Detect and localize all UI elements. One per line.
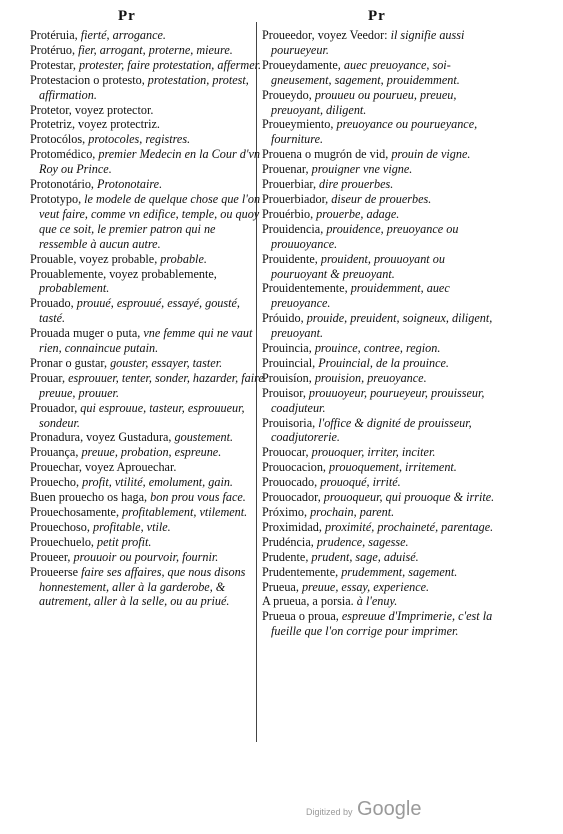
entry-headword: Protocólos, bbox=[30, 132, 86, 147]
entry-definition: protestation, protest, affirmation. bbox=[39, 72, 249, 102]
entry-headword: Prouable, voyez probable, bbox=[30, 251, 158, 266]
dictionary-entry bbox=[262, 177, 500, 192]
entry-headword: Proueydo, bbox=[262, 87, 312, 102]
entry-headword: Protetor, voyez protector. bbox=[30, 102, 154, 117]
entry-definition: protester, faire protestation, affermer. bbox=[75, 57, 262, 72]
entry-definition: prouuoir ou pourvoir, fournir. bbox=[70, 549, 219, 564]
dictionary-entry bbox=[30, 296, 266, 326]
entry-headword: Prouado, bbox=[30, 296, 74, 311]
dictionary-entry bbox=[30, 43, 266, 58]
entry-headword: Prouechosamente, bbox=[30, 505, 120, 519]
entry-definition: prouueu ou pourueu, preueu, preuoyant, diligent. bbox=[271, 87, 457, 117]
dictionary-entry bbox=[30, 117, 266, 132]
entry-headword: Prouador, bbox=[30, 400, 78, 415]
entry-definition: le modele de quelque chose que l'on veut faire, comme vn edifice, temple, ou quoy que ce soit, le premier patron qui ne ressemble à aucun autre. bbox=[39, 191, 261, 251]
entry-definition: à l'enuy. bbox=[353, 594, 398, 609]
entry-headword: Prouablemente, voyez probablemente, bbox=[30, 266, 217, 281]
right-running-head: Pr bbox=[368, 8, 386, 24]
dictionary-entry bbox=[30, 132, 266, 147]
dictionary-entry bbox=[30, 490, 266, 505]
entry-headword: Protéruo, bbox=[30, 42, 76, 57]
entry-definition: Prouincial, de la prouince. bbox=[315, 355, 449, 370]
dictionary-entry bbox=[262, 594, 500, 609]
entry-definition: l'office & dignité de prouisseur, coadjutorerie. bbox=[271, 415, 472, 445]
entry-headword: Prouança, bbox=[30, 445, 79, 460]
entry-headword: Protestacion o protesto, bbox=[30, 72, 145, 87]
entry-headword: Prudentemente, bbox=[262, 564, 339, 579]
entry-definition: prudemment, sagement. bbox=[338, 564, 458, 579]
watermark-logo: Google bbox=[356, 798, 422, 820]
dictionary-entry bbox=[262, 147, 500, 162]
dictionary-entry bbox=[30, 28, 266, 43]
entry-headword: Protonotário, bbox=[30, 177, 94, 192]
dictionary-entry bbox=[30, 550, 266, 565]
entry-headword: Prouecho, bbox=[30, 475, 80, 490]
dictionary-entry bbox=[262, 341, 500, 356]
entry-definition: prouerbe, adage. bbox=[313, 206, 400, 221]
entry-headword: Proueymiento, bbox=[262, 117, 334, 132]
watermark-small: Digitized by bbox=[306, 807, 353, 817]
left-column bbox=[30, 28, 266, 609]
dictionary-entry bbox=[30, 177, 266, 192]
watermark bbox=[306, 798, 421, 821]
entry-definition: preuoyance ou pourueyance, fourniture. bbox=[271, 117, 478, 147]
entry-headword: Prouincia, bbox=[262, 341, 312, 356]
dictionary-entry bbox=[262, 207, 500, 222]
entry-definition: goustement. bbox=[171, 430, 234, 445]
entry-definition: vne femme qui ne vaut rien, connaincue putain. bbox=[39, 326, 253, 356]
dictionary-entry bbox=[262, 416, 500, 446]
entry-headword: Prueua, bbox=[262, 579, 299, 594]
dictionary-entry bbox=[30, 103, 266, 118]
dictionary-entry bbox=[262, 192, 500, 207]
entry-definition: prouident, prouuoyant ou pouruoyant & preuoyant. bbox=[271, 251, 445, 281]
entry-definition: probable. bbox=[157, 251, 207, 266]
entry-definition: profitablement, vtilement. bbox=[119, 505, 248, 519]
entry-definition: probablement. bbox=[39, 281, 110, 296]
dictionary-entry bbox=[262, 475, 500, 490]
entry-definition: esprouuer, tenter, sonder, hazarder, faire preuue, prouuer. bbox=[39, 370, 264, 400]
dictionary-entry bbox=[30, 430, 266, 445]
dictionary-entry bbox=[262, 520, 500, 535]
dictionary-entry bbox=[30, 73, 266, 103]
entry-definition: prouince, contree, region. bbox=[311, 341, 441, 356]
entry-headword: Proueerse bbox=[30, 564, 79, 579]
entry-headword: Prouar, bbox=[30, 370, 66, 385]
dictionary-entry bbox=[30, 192, 266, 252]
entry-definition: prouoqué, irrité. bbox=[317, 475, 401, 490]
dictionary-entry bbox=[30, 58, 266, 73]
entry-definition: Protonotaire. bbox=[93, 177, 163, 192]
dictionary-entry bbox=[262, 460, 500, 475]
entry-definition: prouidence, preuoyance ou prouuoyance. bbox=[271, 221, 459, 251]
entry-headword: Prouerbiar, bbox=[262, 177, 316, 192]
entry-definition: prouuoyeur, pourueyeur, prouisseur, coadjuteur. bbox=[271, 385, 485, 415]
dictionary-entry bbox=[30, 326, 266, 356]
entry-definition: prochain, parent. bbox=[307, 505, 395, 519]
entry-definition: fierté, arrogance. bbox=[77, 28, 166, 42]
entry-definition: prouision, preuoyance. bbox=[311, 370, 427, 385]
entry-headword: Protestar, bbox=[30, 57, 76, 72]
dictionary-entry bbox=[262, 371, 500, 386]
entry-headword: Prouérbio, bbox=[262, 206, 314, 221]
entry-definition: bon prou vous face. bbox=[147, 490, 246, 505]
entry-definition: protocoles, registres. bbox=[85, 132, 191, 147]
dictionary-entry bbox=[262, 386, 500, 416]
left-running-head: Pr bbox=[118, 8, 136, 24]
entry-definition: profitable, vtile. bbox=[89, 519, 171, 534]
dictionary-entry bbox=[30, 535, 266, 550]
entry-headword: Próximo, bbox=[262, 505, 308, 519]
entry-headword: Protetriz, voyez protectriz. bbox=[30, 117, 160, 132]
dictionary-entry bbox=[262, 88, 500, 118]
dictionary-entry bbox=[262, 535, 500, 550]
entry-headword: Prouena o mugrón de vid, bbox=[262, 147, 389, 162]
entry-headword: Prototypo, bbox=[30, 191, 82, 206]
dictionary-entry bbox=[30, 520, 266, 535]
entry-headword: Prouocar, bbox=[262, 445, 309, 460]
entry-definition: gouster, essayer, taster. bbox=[107, 355, 223, 370]
entry-headword: Prouisíon, bbox=[262, 370, 312, 385]
dictionary-entry bbox=[30, 267, 266, 297]
entry-headword: Pronar o gustar, bbox=[30, 355, 108, 370]
dictionary-entry bbox=[262, 222, 500, 252]
entry-definition: prouigner vne vigne. bbox=[308, 162, 413, 177]
entry-definition: petit profit. bbox=[93, 534, 152, 549]
entry-definition: dire prouerbes. bbox=[316, 177, 394, 192]
entry-headword: Prouada muger o puta, bbox=[30, 326, 141, 341]
dictionary-entry bbox=[262, 281, 500, 311]
dictionary-entry bbox=[30, 505, 266, 520]
entry-headword: Prouidente, bbox=[262, 251, 318, 266]
dictionary-entry bbox=[30, 252, 266, 267]
entry-headword: Prouidentemente, bbox=[262, 281, 348, 296]
entry-definition: premier Medecin en la Cour d'vn Roy ou Prince. bbox=[39, 147, 260, 177]
dictionary-entry bbox=[262, 490, 500, 505]
dictionary-entry bbox=[262, 609, 500, 639]
entry-definition: espreuue d'Imprimerie, c'est la fueille que l'on corrige pour imprimer. bbox=[271, 609, 493, 639]
entry-headword: Protéruia, bbox=[30, 28, 78, 42]
entry-definition: faire ses affaires, que nous disons honnestement, aller à la garderobe, & autrement, aller à la selle, ou au priué. bbox=[39, 564, 246, 609]
dictionary-entry bbox=[262, 162, 500, 177]
dictionary-entry bbox=[30, 371, 266, 401]
dictionary-entry bbox=[262, 117, 500, 147]
entry-definition: prudence, sagesse. bbox=[313, 534, 409, 549]
dictionary-entry bbox=[262, 311, 500, 341]
entry-headword: Proueer, bbox=[30, 549, 71, 564]
dictionary-entry bbox=[262, 356, 500, 371]
entry-definition: qui esprouue, tasteur, esprouueur, sondeur. bbox=[39, 400, 245, 430]
entry-definition: prouoqueur, qui prouoque & irrite. bbox=[320, 490, 495, 505]
entry-headword: Prueua o proua, bbox=[262, 609, 339, 624]
dictionary-entry bbox=[262, 550, 500, 565]
entry-definition: prouin de vigne. bbox=[388, 147, 471, 162]
entry-headword: Prouocador, bbox=[262, 490, 321, 505]
dictionary-entry bbox=[262, 580, 500, 595]
dictionary-entry bbox=[262, 565, 500, 580]
entry-definition: prouide, preuident, soigneux, diligent, preuoyant. bbox=[271, 311, 493, 341]
entry-definition: il signifie aussi pourueyeur. bbox=[271, 28, 465, 57]
entry-headword: Prudéncia, bbox=[262, 534, 314, 549]
dictionary-entry bbox=[262, 505, 500, 520]
entry-headword: Prouisor, bbox=[262, 385, 306, 400]
entry-headword: Prouidencia, bbox=[262, 221, 324, 236]
dictionary-entry bbox=[262, 28, 500, 58]
entry-headword: A prueua, a porsia. bbox=[262, 594, 354, 609]
entry-headword: Prouechar, voyez Aprouechar. bbox=[30, 460, 177, 475]
entry-headword: Proximidad, bbox=[262, 519, 322, 534]
entry-definition: proximité, prochaineté, parentage. bbox=[321, 519, 494, 534]
entry-headword: Prouerbiador, bbox=[262, 191, 329, 206]
dictionary-entry bbox=[30, 401, 266, 431]
dictionary-entry bbox=[262, 58, 500, 88]
dictionary-entry bbox=[262, 445, 500, 460]
entry-definition: preuue, probation, espreune. bbox=[78, 445, 222, 460]
right-column bbox=[262, 28, 500, 639]
dictionary-entry bbox=[30, 147, 266, 177]
entry-definition: prouoquement, irritement. bbox=[325, 460, 457, 475]
entry-headword: Próuido, bbox=[262, 311, 304, 326]
entry-headword: Prouincial, bbox=[262, 355, 316, 370]
entry-definition: fier, arrogant, proterne, mieure. bbox=[75, 42, 233, 57]
dictionary-entry bbox=[30, 475, 266, 490]
entry-headword: Prouocado, bbox=[262, 475, 318, 490]
entry-headword: Protomédico, bbox=[30, 147, 96, 162]
dictionary-entry bbox=[30, 460, 266, 475]
entry-headword: Proueedor, voyez Veedor: bbox=[262, 28, 388, 42]
entry-headword: Prouechuelo, bbox=[30, 534, 94, 549]
entry-definition: auec preuoyance, soigneusement, sagement, prouidemment. bbox=[271, 57, 460, 87]
entry-headword: Prouenar, bbox=[262, 162, 309, 177]
entry-definition: prudent, sage, aduisé. bbox=[308, 549, 419, 564]
entry-headword: Pronadura, voyez Gustadura, bbox=[30, 430, 172, 445]
entry-definition: profit, vtilité, emolument, gain. bbox=[79, 475, 233, 490]
dictionary-entry bbox=[262, 252, 500, 282]
dictionary-entry bbox=[30, 565, 266, 610]
entry-headword: Buen prouecho os haga, bbox=[30, 490, 148, 505]
entry-headword: Prouisoria, bbox=[262, 415, 316, 430]
entry-definition: prouoquer, irriter, inciter. bbox=[308, 445, 436, 460]
dictionary-entry bbox=[30, 445, 266, 460]
entry-headword: Proueydamente, bbox=[262, 57, 341, 72]
entry-definition: prouué, esprouué, essayé, gousté, tasté. bbox=[39, 296, 240, 326]
dictionary-entry bbox=[30, 356, 266, 371]
entry-headword: Prouocacion, bbox=[262, 460, 326, 475]
entry-definition: diseur de prouerbes. bbox=[328, 191, 432, 206]
entry-headword: Prudente, bbox=[262, 549, 309, 564]
entry-headword: Prouechoso, bbox=[30, 519, 90, 534]
entry-definition: prouidemment, auec preuoyance. bbox=[271, 281, 450, 311]
entry-definition: preuue, essay, experience. bbox=[298, 579, 430, 594]
